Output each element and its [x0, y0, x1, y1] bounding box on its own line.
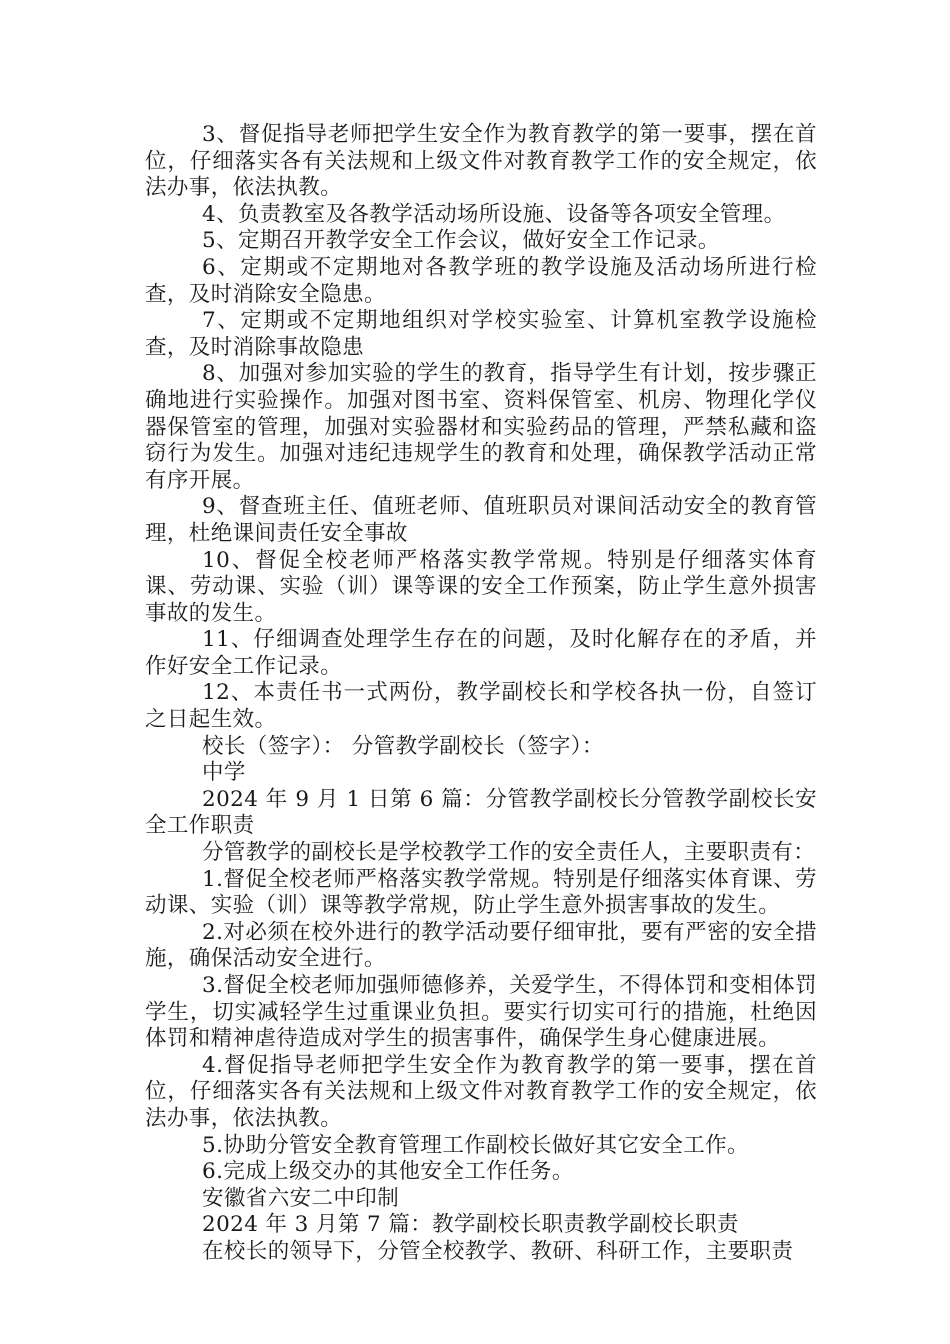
- section-intro-7: 在校长的领导下，分管全校教学、教研、科研工作，主要职责: [202, 1238, 794, 1264]
- paragraph-item-11: 11、仔细调查处理学生存在的问题，及时化解存在的矛盾，并作好安全工作记录。: [145, 627, 817, 679]
- duty-item-4: 4.督促指导老师把学生安全作为教育教学的第一要事，摆在首位，仔细落实各有关法规和上级文件对教育教学工作的安全规定，依法办事，依法执教。: [145, 1052, 817, 1131]
- section-heading-6: 2024 年 9 月 1 日第 6 篇：分管教学副校长分管教学副校长安全工作职责: [145, 786, 817, 839]
- section-heading-7: 2024 年 3 月第 7 篇：教学副校长职责教学副校长职责: [202, 1212, 739, 1238]
- duty-item-3: 3.督促全校老师加强师德修养，关爱学生，不得体罚和变相体罚学生，切实减轻学生过重课业负担。要实行切实可行的措施，杜绝因体罚和精神虐待造成对学生的损害事件，确保学生身心健康进展。: [145, 973, 817, 1052]
- document-body: [145, 122, 817, 1266]
- section-intro-6: 分管教学的副校长是学校教学工作的安全责任人，主要职责有：: [202, 840, 816, 866]
- paragraph-item-6: 6、定期或不定期地对各教学班的教学设施及活动场所进行检查，及时消除安全隐患。: [145, 254, 817, 307]
- duty-item-2: 2.对必须在校外进行的教学活动要仔细审批，要有严密的安全措施，确保活动安全进行。: [145, 919, 817, 972]
- paragraph-item-12: 12、本责任书一式两份，教学副校长和学校各执一份，自签订之日起生效。: [145, 680, 817, 733]
- paragraph-item-4: 4、负责教室及各教学活动场所设施、设备等各项安全管理。: [202, 201, 786, 227]
- paragraph-item-9: 9、督查班主任、值班老师、值班职员对课间活动安全的教育管理，杜绝课间责任安全事故: [145, 494, 817, 546]
- duty-item-1: 1.督促全校老师严格落实教学常规。特别是仔细落实体育课、劳动课、实验（训）课等教学常规，防止学生意外损害事故的发生。: [145, 866, 817, 919]
- signature-line: 校长（签字）： 分管教学副校长（签字）：: [202, 733, 604, 759]
- paragraph-item-10: 10、督促全校老师严格落实教学常规。特别是仔细落实体育课、劳动课、实验（训）课等课的安全工作预案，防止学生意外损害事故的发生。: [145, 547, 817, 626]
- paragraph-item-5: 5、定期召开教学安全工作会议，做好安全工作记录。: [202, 228, 720, 254]
- duty-item-6: 6.完成上级交办的其他安全工作任务。: [202, 1159, 574, 1185]
- school-name: 中学: [202, 760, 246, 786]
- paragraph-item-7: 7、定期或不定期地组织对学校实验室、计算机室教学设施检查，及时消除事故隐患: [145, 308, 817, 360]
- paragraph-item-3: 3、督促指导老师把学生安全作为教育教学的第一要事，摆在首位，仔细落实各有关法规和上级文件对教育教学工作的安全规定，依法办事，依法执教。: [145, 122, 817, 201]
- paragraph-item-8: 8、加强对参加实验的学生的教育，指导学生有计划，按步骤正确地进行实验操作。加强对图书室、资料保管室、机房、物理化学仪器保管室的管理，加强对实验器材和实验药品的管理，严禁私藏和盗窃行为发生。加强对违纪违规学生的教育和处理，确保教学活动正常有序开展。: [145, 361, 817, 493]
- duty-item-5: 5.协助分管安全教育管理工作副校长做好其它安全工作。: [202, 1132, 749, 1158]
- printer-note: 安徽省六安二中印制: [202, 1185, 400, 1211]
